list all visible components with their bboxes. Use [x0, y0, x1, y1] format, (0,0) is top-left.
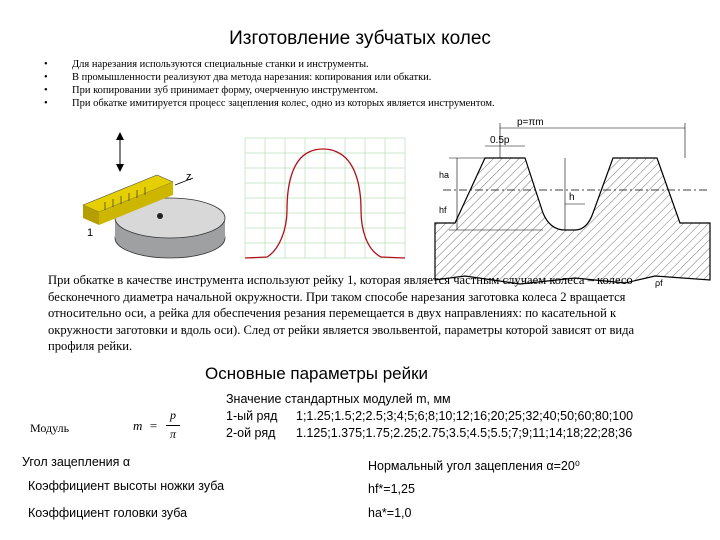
bullet-text: При копировании зуб принимает форму, очерченную инструментом. [72, 85, 379, 96]
label-z: z [186, 171, 192, 183]
bullet-icon: • [44, 98, 48, 109]
modules-row-1-label: 1-ый ряд [226, 409, 278, 423]
list-item [44, 58, 495, 71]
list-item [44, 71, 495, 84]
description-paragraph: При обкатке в качестве инструмента используют рейку 1, которая является частным случаем колеса – колесо бесконечного диаметра начальной окружности. При таком способе нарезания заготовка колеса 2 вращается относительно оси, а рейка для обеспечения резания перемещается в двух направлениях: по касательной к окружности заготовки и вдоль оси). След от рейки является эвольвентой, параметры которой зависят от вида профиля рейки. [48, 273, 635, 353]
formula-denominator: π [170, 427, 177, 441]
foot-coefficient-value: hf*=1,25 [368, 482, 415, 496]
foot-coefficient-label: Коэффициент высоты ножки зуба [28, 479, 225, 493]
bullet-icon: • [44, 59, 48, 70]
bullet-text: В промышленности реализуют два метода нарезания: копирования или обкатки. [72, 72, 432, 83]
label-rho-f: ρf [655, 278, 663, 288]
bullet-text: Для нарезания используются специальные станки и инструменты. [72, 59, 369, 70]
label-pitch: p=πm [517, 117, 544, 128]
plot-background [237, 130, 409, 262]
arrow-down-icon [116, 164, 124, 172]
bullet-icon: • [44, 72, 48, 83]
modules-row-2-label: 2-ой ряд [226, 426, 276, 440]
page-title: Изготовление зубчатых колес [229, 28, 491, 49]
bullet-icon: • [44, 85, 48, 96]
gear-axis [157, 213, 163, 219]
list-item [44, 84, 495, 97]
bullet-text: При обкатке имитируется процесс зацепления колес, одно из которых является инструментом. [72, 98, 495, 109]
head-coefficient-value: ha*=1,0 [368, 506, 412, 520]
rack-cutting-illustration [75, 130, 230, 265]
section-title: Основные параметры рейки [205, 364, 429, 383]
modules-heading: Значение стандартных модулей m, мм [226, 392, 451, 406]
modules-row-1-values: 1;1.25;1.5;2;2.5;3;4;5;6;8;10;12;16;20;25;32;40;50;60;80;100 [296, 409, 634, 423]
label-h: h [569, 192, 575, 203]
formula-lhs: m [133, 418, 143, 433]
tooth-profile-plot [237, 130, 409, 262]
modules-row-2-values: 1.125;1.375;1.75;2.25;2.75;3.5;4.5;5.5;7;9;11;14;18;22;28;36 [296, 426, 633, 440]
rack-body [435, 158, 710, 284]
fraction-bar [166, 425, 180, 426]
angle-value: Нормальный угол зацепления α=20⁰ [368, 459, 580, 473]
head-coefficient-label: Коэффициент головки зуба [28, 506, 188, 520]
arrow-up-icon [116, 132, 124, 140]
module-formula [133, 408, 183, 448]
label-hf: hf [439, 205, 447, 215]
formula-eq: = [149, 418, 158, 433]
formula-numerator: p [170, 408, 176, 422]
bullet-list [44, 58, 495, 110]
label-half-pitch: 0.5p [490, 135, 510, 146]
rack-geometry-diagram [425, 108, 715, 288]
label-1: 1 [87, 227, 94, 239]
module-label: Модуль [30, 421, 70, 435]
label-ha: ha [439, 170, 450, 180]
angle-label: Угол зацепления α [22, 455, 131, 469]
